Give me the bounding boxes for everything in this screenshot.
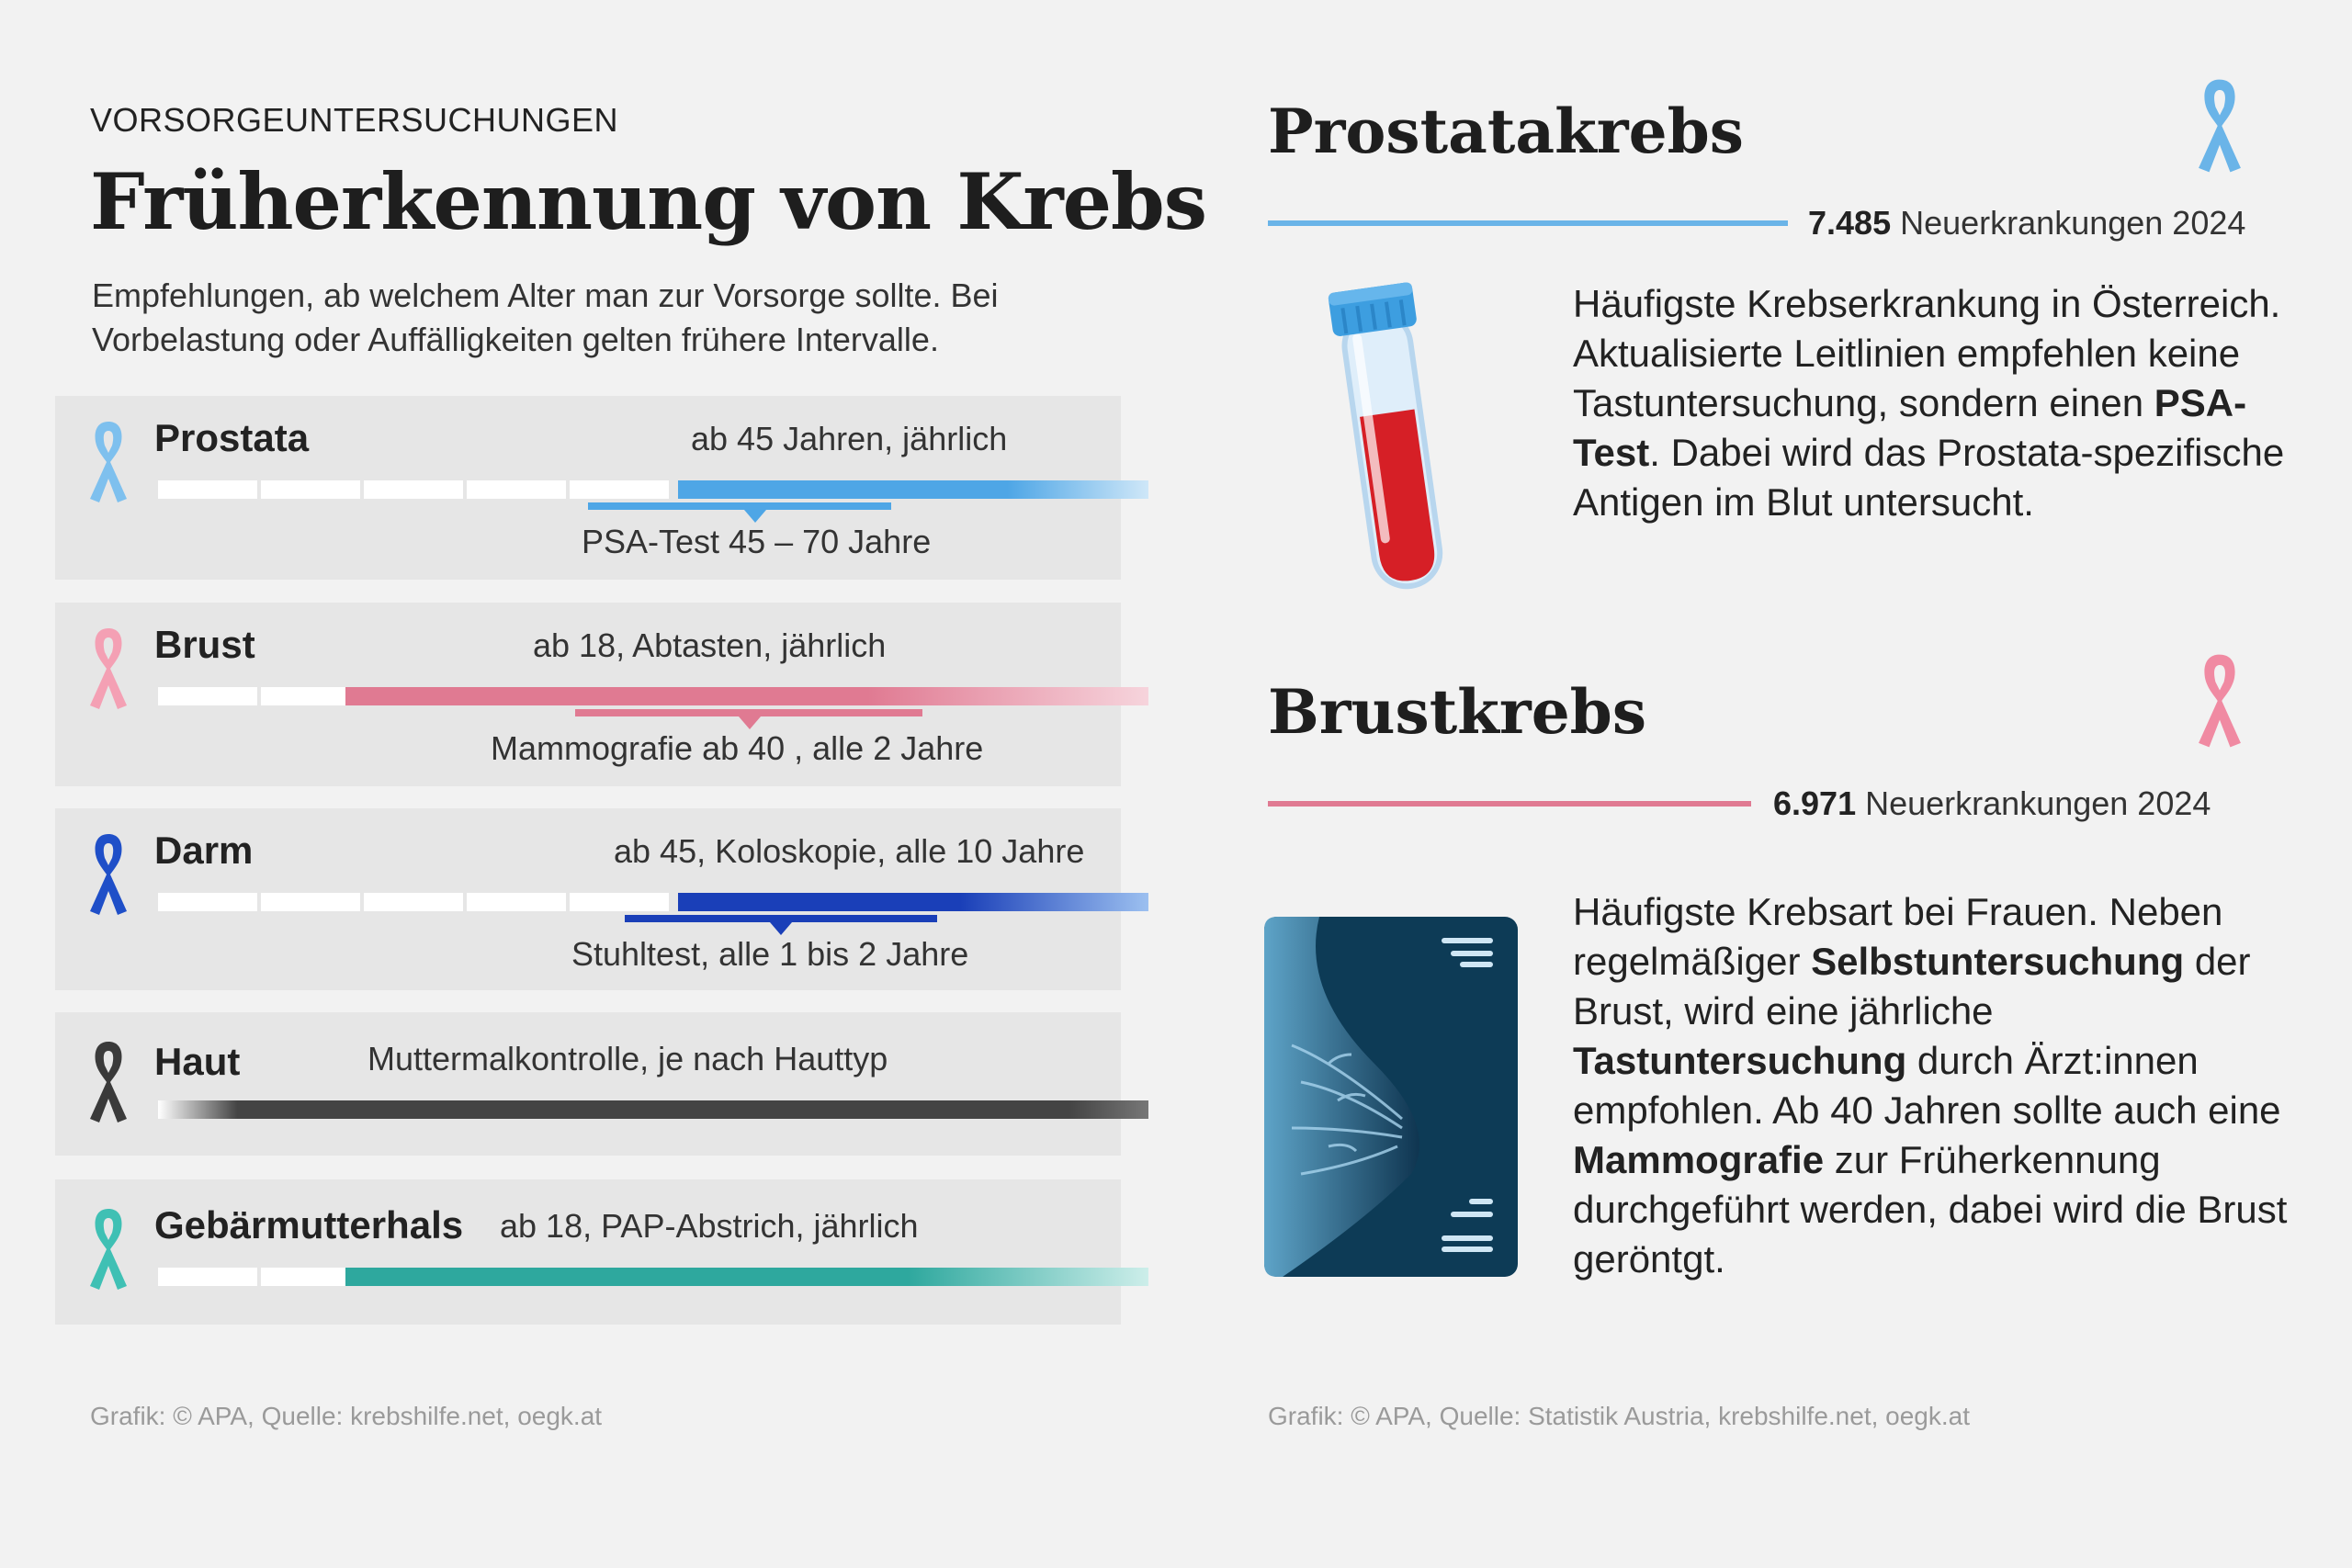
ribbon-icon [85,1038,132,1126]
card-haut [55,1012,1121,1156]
card-subdetail: PSA-Test 45 – 70 Jahre [582,523,932,560]
page-title: Früherkennung von Krebs [90,156,1207,247]
ribbon-icon [2192,75,2247,176]
card-name: Prostata [154,416,310,459]
source-note: Grafik: © APA, Quelle: krebshilfe.net, oegk.at [90,1402,603,1430]
stat-label: Neuerkrankungen 2024 [1900,204,2246,242]
card-name: Darm [154,829,254,872]
ribbon-icon [85,625,132,713]
card-brust [55,603,1121,786]
card-darm [55,808,1121,990]
card-detail: Muttermalkontrolle, je nach Hauttyp [368,1040,888,1077]
timeline-bar [158,1268,1148,1286]
range-marker [744,510,766,523]
kicker: VORSORGEUNTERSUCHUNGEN [90,101,619,139]
ribbon-icon [2192,650,2247,751]
breast-description: Häufigste Krebsart bei Frauen. Neben regelmäßiger Selbstuntersuchung der Brust, wird eine jährliche Tastuntersuchung durch Ärzt:innen empfohlen. Ab 40 Jahren sollte auch eine Mammografie zur Früherkennung durchgeführt werden, dabei wird die Brust geröntgt. [1573,890,2288,1280]
subtitle: Empfehlungen, ab welchem Alter man zur Vorsorge sollte. Bei Vorbelastung oder Auffälligkeiten gelten frühere Intervalle. [92,276,999,358]
timeline-bar [158,687,1148,705]
stool-test-bar [625,915,937,922]
card-gebaermutterhals [55,1179,1121,1325]
accent-rule [1268,220,1788,226]
test-tube-icon [1314,276,1461,606]
ribbon-icon [85,1205,132,1293]
ribbon-icon [85,418,132,506]
timeline-bar [158,893,1148,911]
range-marker [770,922,792,935]
range-marker [739,716,761,729]
stat-number: 6.971 [1773,784,1857,822]
mammogram-icon [1264,917,1518,1277]
card-name: Brust [154,623,255,666]
stat-label: Neuerkrankungen 2024 [1865,784,2211,822]
card-detail: ab 45 Jahren, jährlich [691,420,1008,457]
mammo-range-bar [575,709,922,716]
section-title-breast: Brustkrebs [1268,676,1646,748]
psa-range-bar [588,502,891,510]
timeline-bar [158,1100,1148,1119]
card-name: Gebärmutterhals [154,1203,464,1247]
source-note: Grafik: © APA, Quelle: Statistik Austria, krebshilfe.net, oegk.at [1268,1402,1971,1430]
card-detail: ab 45, Koloskopie, alle 10 Jahre [614,832,1085,870]
card-detail: ab 18, Abtasten, jährlich [533,626,887,664]
card-detail: ab 18, PAP-Abstrich, jährlich [500,1207,919,1245]
incidence-stat [1808,204,2245,243]
ribbon-icon [85,830,132,919]
card-subdetail: Mammografie ab 40 , alle 2 Jahre [491,729,984,767]
accent-rule [1268,801,1751,807]
card-name: Haut [154,1040,241,1083]
section-title-prostate: Prostatakrebs [1268,96,1744,167]
incidence-stat [1773,784,2211,823]
card-prostata [55,396,1121,580]
stat-number: 7.485 [1808,204,1892,242]
timeline-bar [158,480,1148,499]
prostate-description: Häufigste Krebserkrankung in Österreich. Aktualisierte Leitlinien empfehlen keine Tastuntersuchung, sondern einen PSA-Test. Dabei wird das Prostata-spezifische Antigen im Blut untersucht. [1573,282,2285,524]
card-subdetail: Stuhltest, alle 1 bis 2 Jahre [571,935,969,973]
